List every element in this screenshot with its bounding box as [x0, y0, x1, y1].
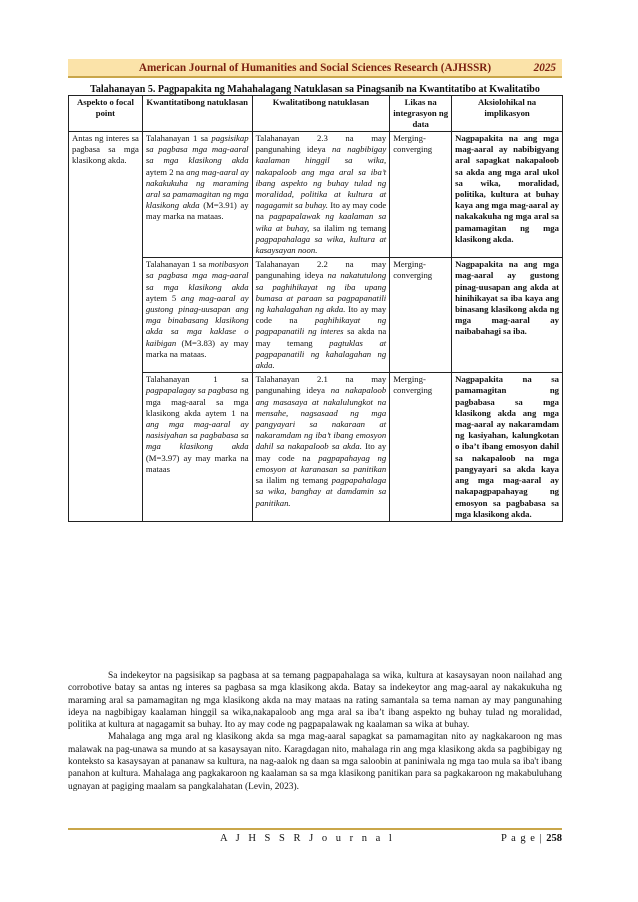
- body-text: [68, 670, 562, 793]
- footer-page-number: P a g e | 258: [501, 833, 562, 844]
- implication-cell: Nagpapakita na sa pamamagitan ng pagbabasa sa mga klasikong akda ang mga mag-aaral ay nakaramdam ng kasiyahan, kalungkotan o iba’t ibang emosyon dahil sa nakapaloob na mga pangyayari sa akda kaya ang mga mag-aaral ay nakapagpapahayag ng emosyon sa pagbabasa sa mga klasikong akda.: [452, 373, 563, 522]
- quantitative-cell: Talahanayan 1 sa pagsisikap sa pagbasa mga mag-aaral sa mga klasikong akda aytem 2 na ang mag-aaral ay nakakukuha ng maraming aral sa pamamagitan ng mga klasikong akda (M=3.91) ay may marka na mataas.: [142, 132, 252, 258]
- qualitative-cell: Talahanayan 2.1 na may pangunahing ideya na nakapaloob ang masasaya at nakalulungkot na mensahe, nagsasaad ng mga pangyayari sa nakaraan at nakaramdam ng iba’t ibang emosyon dahil sa nakapaloob sa akda. Ito ay may code na pagpapahayag ng emosyon at karanasan sa panitikan sa ilalim ng temang pagpapahalaga sa wika, banghay at damdamin sa panitikan.: [252, 373, 390, 522]
- qualitative-cell: Talahanayan 2.3 na may pangunahing ideya na nagbibigay kaalaman hinggil sa wika, nakapaloob ang mga aral sa iba’t ibang aspekto ng buhay tulad ng moralidad, politika at kultura at nagagamit sa buhay. Ito ay may code na pagpapalawak ng kaalaman sa wika at buhay, sa ilalim ng temang pagpapahalaga sa wika, kultura at kasaysayan noon.: [252, 132, 390, 258]
- table-row: [69, 132, 563, 258]
- journal-year: 2025: [533, 61, 556, 74]
- header-qualitative: Kwalitatibong natuklasan: [252, 96, 390, 132]
- header-focal-point: Aspekto o focal point: [69, 96, 143, 132]
- footer-rule: [68, 828, 562, 830]
- table-header-row: [69, 96, 563, 132]
- quantitative-cell: Talahanayan 1 sa pagpapalagay sa pagbasa ng mga mag-aaral sa mga klasikong akda aytem 1 na ang mga mag-aaral ay nasisiyahan sa pagbabasa sa mga klasikong akda (M=3.97) ay may marka na mataas: [142, 373, 252, 522]
- header-integration: Likas na integrasyon ng data: [390, 96, 452, 132]
- integration-cell: Merging-converging: [390, 258, 452, 373]
- table-row: [69, 373, 563, 522]
- journal-header-band: [68, 59, 562, 78]
- header-implication: Aksiolohikal na implikasyon: [452, 96, 563, 132]
- header-quantitative: Kwantitatibong natuklasan: [142, 96, 252, 132]
- implication-cell: Nagpapakita na ang mga mag-aaral ay gustong pinag-uusapan ang akda at hinihikayat sa iba kaya ang binasang klasikong akda ng mga mag-aaral ay naibabahagi sa iba.: [452, 258, 563, 373]
- journal-title: American Journal of Humanities and Social Sciences Research (AJHSSR): [138, 61, 492, 74]
- paragraph: Sa indekeytor na pagsisikap sa pagbasa at sa temang pagpapahalaga sa wika, kultura at kasaysayan noon nailahad ang corrobotive batay sa antas ng interes sa pagbasa sa mga klasikong akda. Batay sa indekeytor ang mag-aaral ay nakakukuha ng maraming aral sa pamamagitan ng mga klasikong akda na may mataas na rating samantala sa tema naman ay may pangunahing ideya na nagbibigay kaalaman hinggil sa wika,nakapaloob ang mga aral sa iba’t ibang aspekto ng buhay tulad ng moralidad, politika at kultura at nagagamit sa buhay. Ito ay may code ng pagpapalawak ng kaalaman sa wika at buhay.: [68, 671, 562, 731]
- paragraph: Mahalaga ang mga aral ng klasikong akda sa mga mag-aaral sapagkat sa pamamagitan nito ay nagkakaroon ng mas malawak na pag-unawa sa mundo at sa kasaysayan nito. Karagdagan nito, mahalaga rin ang mga klasikong akda sa pagbibigay ng konteksto sa kasaysayan at pananaw sa kultura, na nag-aalok ng daan sa mga saloobin at paniniwala ng mga tao mula sa iba't ibang panahon at kultura. Mahalaga ang pagkakaroon ng kaalaman sa sa mga klasikong panitikan para sa pagkakaroon ng makabuluhang ugnayan at pagiging maalam sa pangkalahatan (Levin, 2023).: [68, 732, 562, 792]
- implication-cell: Nagpapakita na ang mga mag-aaral ay nabibigyang aral sapagkat nakapaloob sa akda ang mga aral ukol sa wika, moralidad, politika, kultura at buhay kaya ang mga mag-aaral ay nakakakuha ng mga aral sa pamamagitan ng mga klasikong akda.: [452, 132, 563, 258]
- quantitative-cell: Talahanayan 1 sa motibasyon sa pagbasa mga mag-aaral sa mga klasikong akda aytem 5 ang mag-aaral ay gustong pinag-uusapan ang mga binabasang klasikong akda sa mga kaklase o kaibigan (M=3.83) ay may marka na mataas.: [142, 258, 252, 373]
- footer-journal-name: A J H S S R J o u r n a l: [220, 833, 395, 844]
- table-row: [69, 258, 563, 373]
- findings-table: [68, 95, 563, 522]
- table-caption: Talahanayan 5. Pagpapakita ng Mahahalagang Natuklasan sa Pinagsanib na Kwantitatibo at Kwalitatibo: [90, 84, 540, 95]
- integration-cell: Merging-converging: [390, 373, 452, 522]
- focal-point-cell: Antas ng interes sa pagbasa sa mga klasikong akda.: [69, 132, 143, 522]
- integration-cell: Merging-converging: [390, 132, 452, 258]
- qualitative-cell: Talahanayan 2.2 na may pangunahing ideya na nakatutulong sa paghihikayat ng iba upang bumasa at paraan sa pagpapanatili ng kahalagahan ng akda. Ito ay may code na paghihikayat ng pagpapanatili ng interes sa akda na may temang pagtuklas at pagpapanatili ng kahalagahan ng akda.: [252, 258, 390, 373]
